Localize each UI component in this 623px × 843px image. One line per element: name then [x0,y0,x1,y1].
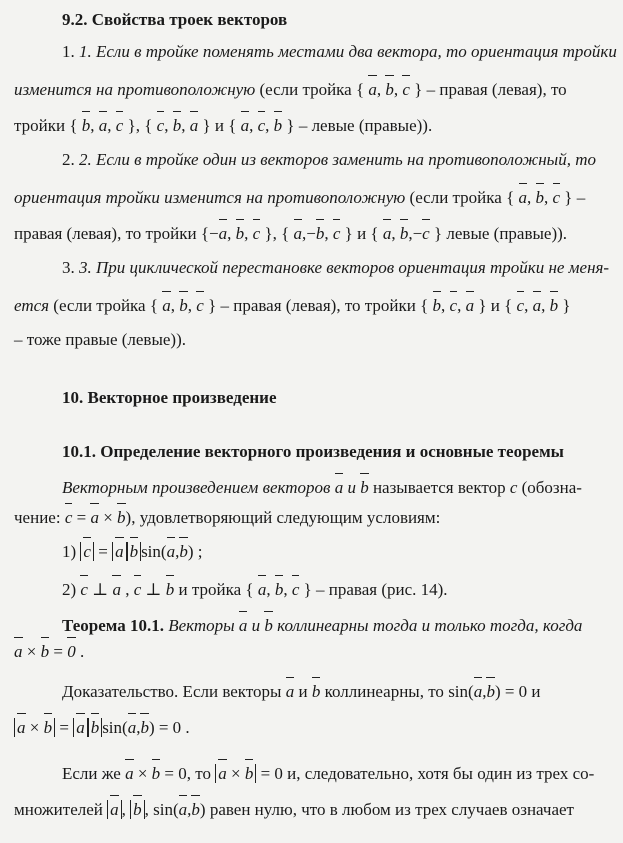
definition-line2: чение: c = a × b), удовлетворяющий следующим условиям: [14,508,441,527]
theorem-10-1-line1: Теорема 10.1. Векторы a и b коллинеарны тогда и только тогда, когда [62,616,583,635]
p3-line3: – тоже правые (левые)). [14,330,186,349]
heading-9-2: 9.2. Свойства троек векторов [62,10,288,29]
p3-line2: ется (если тройка { a, b, c } – правая (левая), то тройки { b, c, a } и { c, a, b } [14,296,571,315]
proof-line1: Доказательство. Если векторы a и b коллинеарны, то sin(a,b) = 0 и [62,682,541,701]
p1-line1: 1. 1. Если в тройке поменять местами два вектора, то ориентация тройки [62,42,617,61]
condition-2: 2) c ⊥ a , c ⊥ b и тройка { a, b, c } – правая (рис. 14). [62,580,448,599]
theorem-10-1-line2: a × b = 0 . [14,642,85,661]
p2-line1: 2. 2. Если в тройке один из векторов заменить на противоположный, то [62,150,596,169]
condition-1: 1) c = a b sin(a,b) ; [62,542,203,561]
p1-line2: изменится на противоположную (если тройка { a, b, c } – правая (левая), то [14,80,567,99]
definition-line1: Векторным произведением векторов a и b называется вектор c (обозна- [62,478,582,497]
p1-line3: тройки { b, a, c }, { c, b, a } и { a, c, b } – левые (правые)). [14,116,433,135]
heading-10-1: 10.1. Определение векторного произведения и основные теоремы [62,442,564,461]
triple-abc: { a, b, c } [355,80,423,99]
p2-line3: правая (левая), то тройки {−a, b, c }, { a,−b, c } и { a, b,−c } левые (правые)). [14,224,568,243]
p2-line2: ориентация тройки изменится на противоположную (если тройка { a, b, c } – [14,188,586,207]
proof-line2: a × b = a b sin(a,b) = 0 . [14,716,190,738]
proof-line3: Если же a × b = 0, то a × b = 0 и, следовательно, хотя бы один из трех со- [62,764,595,783]
proof-line4: множителей a , b , sin(a,b) равен нулю, что в любом из трех случаев означает [14,800,574,819]
p3-line1: 3. 3. При циклической перестановке векторов ориентация тройки не меня- [62,258,610,277]
heading-10: 10. Векторное произведение [62,388,277,407]
